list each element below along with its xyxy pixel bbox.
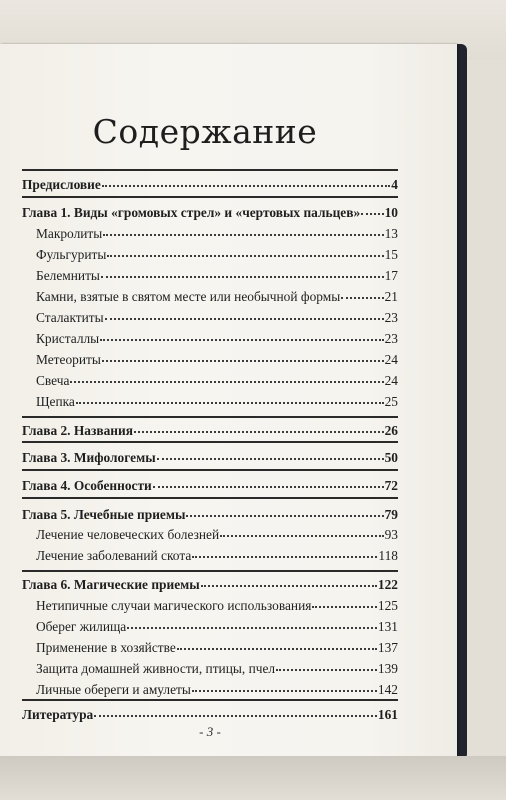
- toc-entry-label: Лечение человеческих болезней: [36, 527, 220, 542]
- toc-entry-label: Белемниты: [36, 268, 100, 283]
- toc-chapter-entry: [22, 478, 398, 494]
- toc-entry-page: 13: [384, 226, 398, 241]
- toc-subsection-entry: [36, 310, 398, 326]
- toc-entry-page: 161: [377, 707, 398, 722]
- table-surface: [0, 756, 506, 800]
- toc-entry-label: Защита домашней живности, птицы, пчел: [36, 661, 276, 676]
- toc-subsection-entry: [36, 640, 398, 656]
- toc-entry-label: Предисловие: [22, 177, 101, 192]
- dot-leader: [102, 360, 384, 362]
- toc-entry-page: 23: [384, 331, 398, 346]
- toc-entry-label: Макролиты: [36, 226, 103, 241]
- dot-leader: [105, 318, 384, 320]
- dot-leader: [201, 585, 377, 587]
- toc-entry-page: 122: [377, 577, 398, 592]
- toc-chapter-entry: [22, 205, 398, 221]
- dot-leader: [220, 535, 383, 537]
- dot-leader: [94, 715, 377, 717]
- dot-leader: [341, 297, 383, 299]
- toc-entry-label: Камни, взятые в святом месте или необычной формы: [36, 289, 341, 304]
- toc-entry-page: 21: [384, 289, 398, 304]
- dot-leader: [70, 381, 383, 383]
- toc-entry-label: Нетипичные случаи магического использования: [36, 598, 312, 613]
- toc-entry-label: Кристаллы: [36, 331, 100, 346]
- toc-entry-page: 72: [384, 478, 398, 493]
- dot-leader: [153, 486, 384, 488]
- section-divider: [22, 570, 398, 572]
- toc-entry-page: 25: [384, 394, 398, 409]
- toc-entry-page: 79: [384, 507, 398, 522]
- toc-entry-label: Глава 3. Мифологемы: [22, 450, 156, 465]
- toc-entry-page: 50: [384, 450, 398, 465]
- section-divider: [22, 469, 398, 471]
- section-divider: [22, 196, 398, 198]
- toc-entry-page: 15: [384, 247, 398, 262]
- toc-subsection-entry: [36, 394, 398, 410]
- page-number: - 3 -: [199, 724, 221, 739]
- section-divider: [22, 497, 398, 499]
- toc-subsection-entry: [36, 619, 398, 635]
- toc-entry-label: Применение в хозяйстве: [36, 640, 176, 655]
- toc-chapter-entry: [22, 450, 398, 466]
- toc-entry-label: Фульгуриты: [36, 247, 107, 262]
- toc-entry-page: 142: [377, 682, 398, 697]
- section-divider: [22, 416, 398, 418]
- dot-leader: [192, 690, 377, 692]
- toc-subsection-entry: [36, 226, 398, 242]
- toc-chapter-entry: [22, 177, 398, 193]
- toc-entry-page: 23: [384, 310, 398, 325]
- toc-entry-page: 24: [384, 352, 398, 367]
- dot-leader: [102, 185, 390, 187]
- toc-entry-label: Метеориты: [36, 352, 101, 367]
- dot-leader: [101, 276, 384, 278]
- toc-subsection-entry: [36, 682, 398, 698]
- section-divider: [22, 441, 398, 443]
- toc-subsection-entry: [36, 373, 398, 389]
- toc-entry-page: 137: [377, 640, 398, 655]
- toc-entry-page: 26: [384, 423, 398, 438]
- dot-leader: [157, 458, 384, 460]
- section-divider: [22, 169, 398, 171]
- page-title: Содержание: [92, 112, 318, 151]
- toc-entry-label: Глава 2. Названия: [22, 423, 133, 438]
- toc-chapter-entry: [22, 577, 398, 593]
- toc-chapter-entry: [22, 707, 398, 723]
- dot-leader: [361, 213, 383, 215]
- toc-chapter-entry: [22, 507, 398, 523]
- toc-subsection-entry: [36, 289, 398, 305]
- toc-entry-label: Личные обереги и амулеты: [36, 682, 191, 697]
- toc-entry-label: Глава 5. Лечебные приемы: [22, 507, 186, 522]
- dot-leader: [127, 627, 377, 629]
- toc-entry-page: 139: [377, 661, 398, 676]
- toc-entry-page: 125: [377, 598, 398, 613]
- toc-subsection-entry: [36, 268, 398, 284]
- toc-chapter-entry: [22, 423, 398, 439]
- toc-entry-label: Оберег жилища: [36, 619, 127, 634]
- toc-entry-page: 4: [391, 177, 398, 192]
- toc-subsection-entry: [36, 598, 398, 614]
- dot-leader: [186, 515, 383, 517]
- dot-leader: [312, 606, 377, 608]
- toc-entry-label: Сталактиты: [36, 310, 104, 325]
- dot-leader: [103, 234, 383, 236]
- toc-entry-page: 118: [378, 548, 398, 563]
- toc-subsection-entry: [36, 527, 398, 543]
- dot-leader: [134, 431, 384, 433]
- toc-entry-page: 93: [384, 527, 398, 542]
- toc-subsection-entry: [36, 331, 398, 347]
- toc-subsection-entry: [36, 247, 398, 263]
- toc-entry-label: Глава 4. Особенности: [22, 478, 152, 493]
- dot-leader: [107, 255, 383, 257]
- toc-entry-label: Свеча: [36, 373, 70, 388]
- toc-subsection-entry: [36, 548, 398, 564]
- toc-entry-page: 10: [384, 205, 398, 220]
- dot-leader: [100, 339, 383, 341]
- dot-leader: [76, 402, 384, 404]
- toc-entry-page: 17: [384, 268, 398, 283]
- toc-entry-label: Литература: [22, 707, 94, 722]
- toc-entry-page: 24: [384, 373, 398, 388]
- dot-leader: [276, 669, 377, 671]
- toc-entry-label: Глава 6. Магические приемы: [22, 577, 200, 592]
- dot-leader: [177, 648, 377, 650]
- toc-entry-page: 131: [377, 619, 398, 634]
- toc-subsection-entry: [36, 352, 398, 368]
- toc-entry-label: Лечение заболеваний скота: [36, 548, 192, 563]
- toc-entry-label: Глава 1. Виды «громовых стрел» и «чертовых пальцев»: [22, 205, 361, 220]
- toc-subsection-entry: [36, 661, 398, 677]
- toc-entry-label: Щепка: [36, 394, 75, 409]
- dot-leader: [192, 556, 377, 558]
- section-divider: [22, 699, 398, 701]
